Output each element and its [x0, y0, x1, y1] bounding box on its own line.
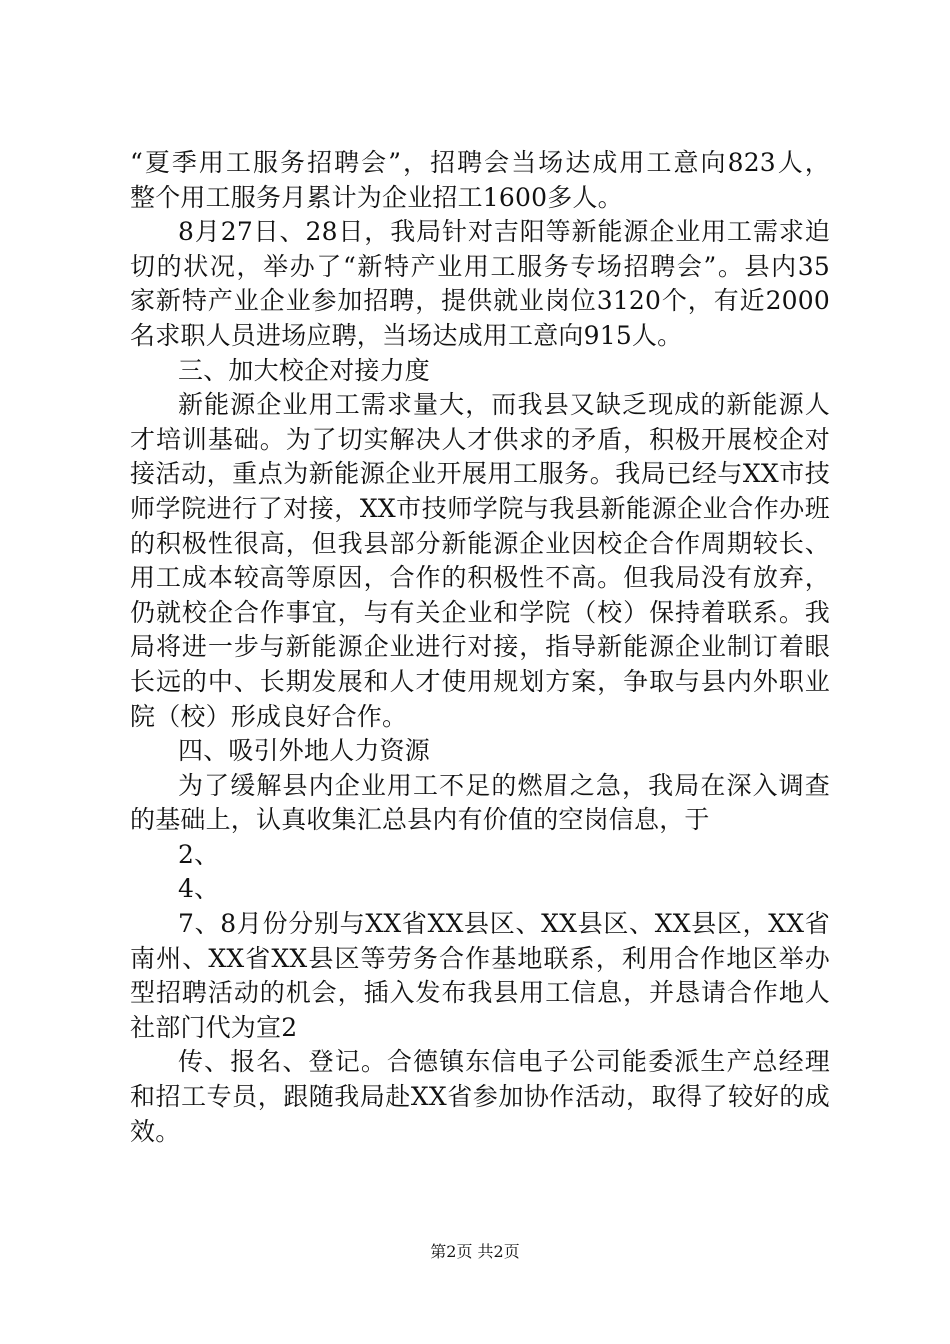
text-line: 长远的中、长期发展和人才使用规划方案，争取与县内外职业 [130, 666, 830, 696]
text-line: 社部门代为宣2 [130, 1012, 298, 1042]
text-line: 局将进一步与新能源企业进行对接，指导新能源企业制订着眼 [130, 632, 830, 662]
text-line: 型招聘活动的机会，插入发布我县用工信息，并恳请合作地人 [130, 978, 830, 1008]
text-line: 整个用工服务月累计为企业招工1600多人。 [130, 182, 623, 212]
text-line: 8月27日、28日，我局针对吉阳等新能源企业用工需求迫 [178, 217, 830, 247]
text-line: 才培训基础。为了切实解决人才供求的矛盾，积极开展校企对 [130, 424, 830, 454]
text-line: 为了缓解县内企业用工不足的燃眉之急，我局在深入调查 [178, 770, 830, 800]
text-line: 的基础上，认真收集汇总县内有价值的空岗信息，于 [130, 805, 710, 835]
text-line: 南州、XX省XX县区等劳务合作基地联系，利用合作地区举办 [130, 943, 830, 973]
list-marker: 2、 [178, 839, 220, 869]
list-marker: 4、 [178, 874, 220, 904]
text-line: 家新特产业企业参加招聘，提供就业岗位3120个，有近2000 [130, 286, 830, 316]
text-line: 切的状况，举办了“新特产业用工服务专场招聘会”。县内35 [130, 251, 830, 281]
text-line: 传、报名、登记。合德镇东信电子公司能委派生产总经理 [178, 1047, 830, 1077]
section-heading: 三、加大校企对接力度 [178, 355, 431, 385]
text-line: “夏季用工服务招聘会”，招聘会当场达成用工意向823人， [130, 148, 830, 177]
text-line: 7、8月份分别与XX省XX县区、XX县区、XX县区，XX省 [178, 909, 830, 939]
text-line: 的积极性很高，但我县部分新能源企业因校企合作周期较长、 [130, 528, 830, 558]
text-line: 仍就校企合作事宜，与有关企业和学院（校）保持着联系。我 [130, 597, 830, 627]
text-line: 接活动，重点为新能源企业开展用工服务。我局已经与XX市技 [130, 459, 830, 489]
section-heading: 四、吸引外地人力资源 [178, 736, 431, 766]
text-line: 院（校）形成良好合作。 [130, 701, 408, 731]
text-line: 用工成本较高等原因，合作的积极性不高。但我局没有放弃， [130, 563, 830, 593]
text-line: 和招工专员，跟随我局赴XX省参加协作活动，取得了较好的成 [130, 1082, 830, 1112]
document-body [130, 146, 830, 1149]
text-line: 名求职人员进场应聘，当场达成用工意向915人。 [130, 320, 683, 350]
text-line: 师学院进行了对接，XX市技师学院与我县新能源企业合作办班 [130, 493, 830, 523]
text-line: 新能源企业用工需求量大，而我县又缺乏现成的新能源人 [178, 390, 830, 420]
text-line: 效。 [130, 1116, 181, 1146]
page-footer: 第2页 共2页 [430, 1242, 520, 1261]
